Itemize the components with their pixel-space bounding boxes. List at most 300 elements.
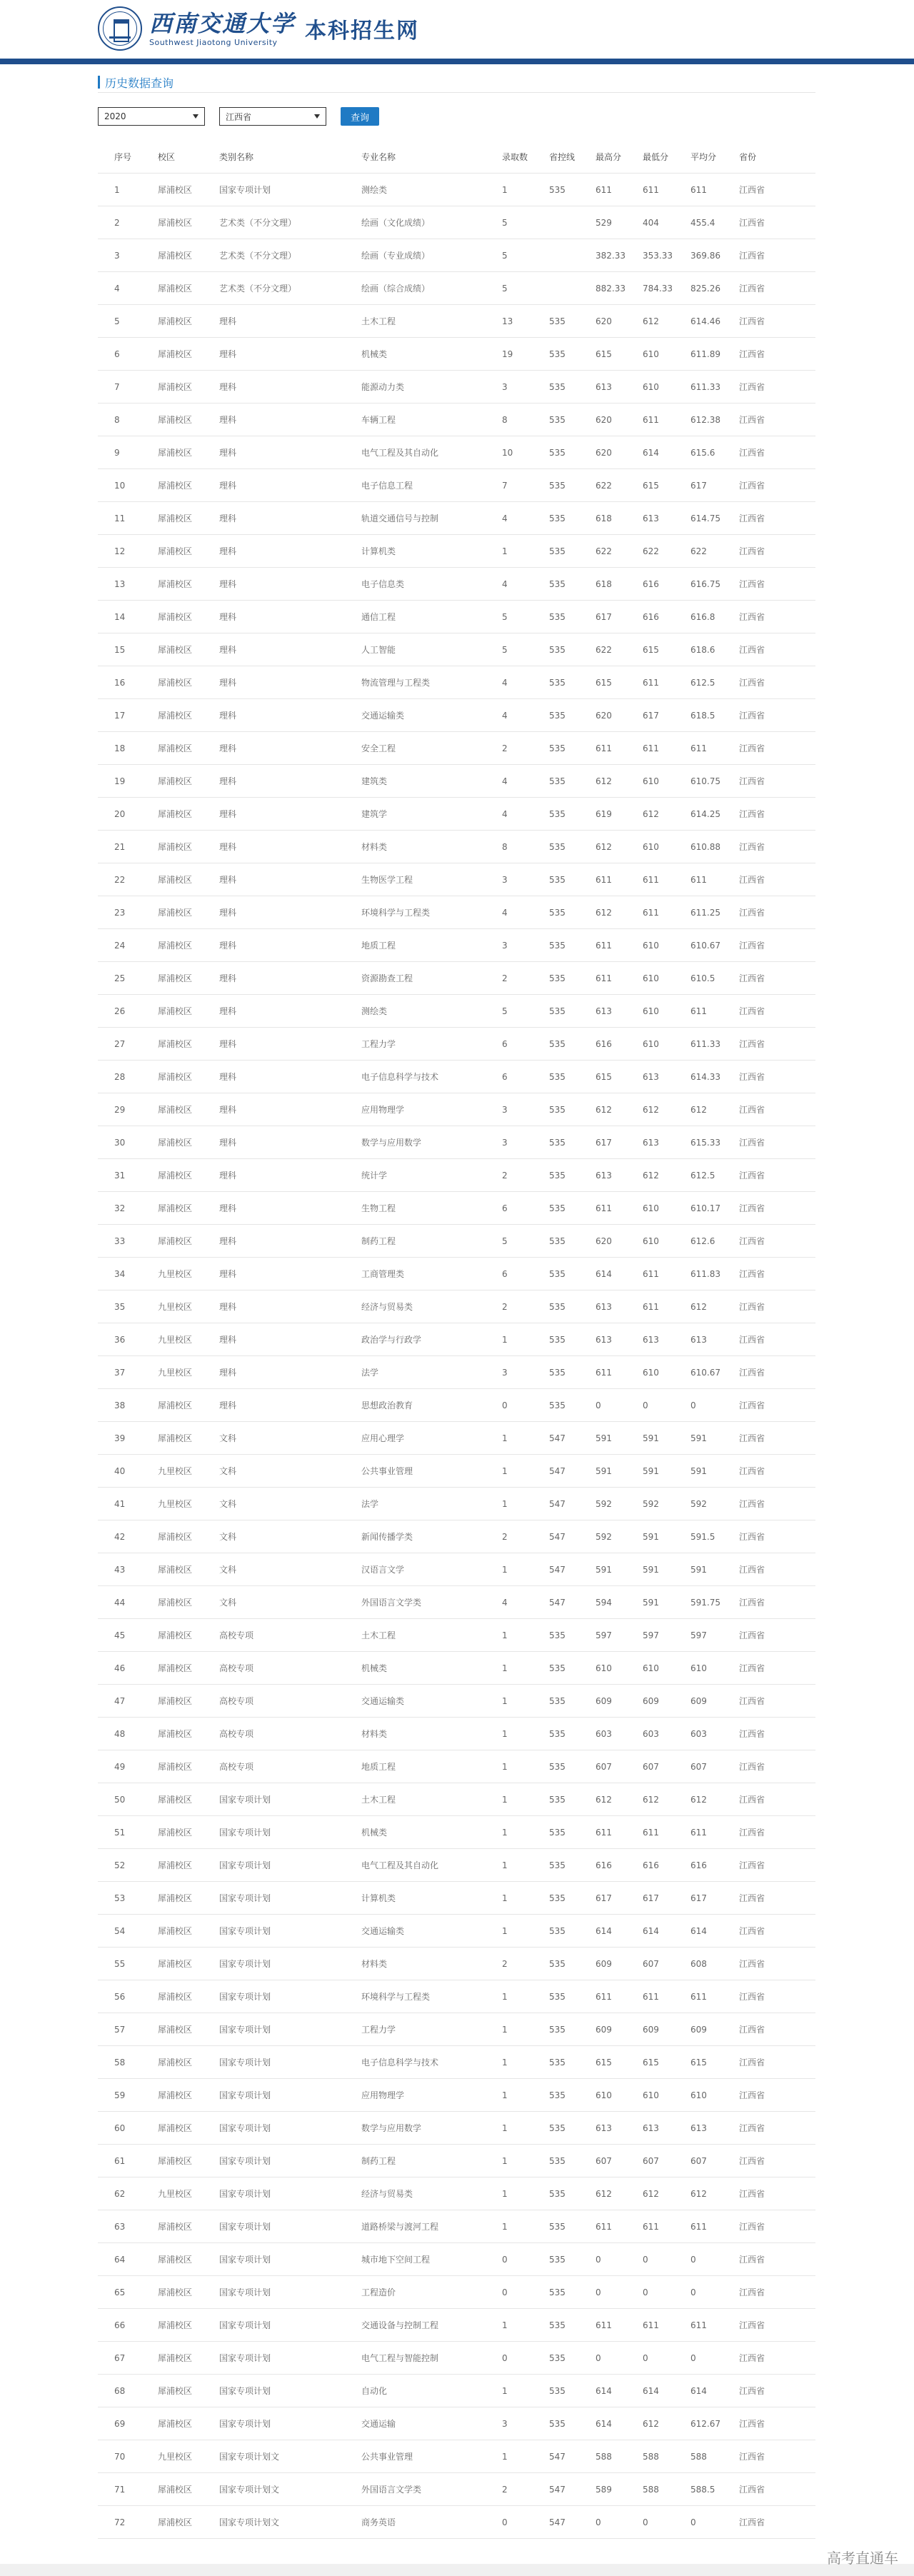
table-cell: 611 [690,2222,707,2232]
table-cell: 547 [549,2517,566,2527]
chevron-down-icon [314,114,320,119]
table-cell: 535 [549,678,566,688]
table-cell: 613 [690,1335,707,1345]
table-cell: 理科 [219,349,237,359]
table-cell: 535 [549,612,566,622]
table-cell: 597 [596,1630,612,1640]
table-row [98,1980,815,2013]
table-cell: 617 [596,1138,612,1148]
table-cell: 江西省 [739,1466,765,1476]
table-cell: 文科 [219,1565,237,1575]
table-cell: 犀浦校区 [158,2353,193,2363]
table-cell: 江西省 [739,1828,765,1838]
table-cell: 535 [549,1762,566,1772]
table-cell: 610 [643,1368,659,1378]
table-cell: 0 [690,2353,696,2363]
table-header-row [98,141,815,174]
table-cell: 犀浦校区 [158,2123,193,2133]
table-cell: 安全工程 [361,743,396,753]
table-cell: 0 [502,2517,508,2527]
table-cell: 理科 [219,1105,237,1115]
table-cell: 23 [114,908,126,918]
table-cell: 犀浦校区 [158,1400,193,1410]
table-cell: 34 [114,1269,126,1279]
table-cell: 0 [690,2255,696,2265]
table-cell: 1 [502,2320,508,2330]
table-cell: 535 [549,2419,566,2429]
table-cell: 0 [596,1400,601,1410]
table-cell: 614 [643,448,659,458]
table-cell: 618 [596,513,612,523]
table-cell: 616 [596,1039,612,1049]
table-cell: 江西省 [739,1630,765,1640]
table-cell: 535 [549,1860,566,1870]
table-cell: 犀浦校区 [158,316,193,326]
table-cell: 江西省 [739,1105,765,1115]
table-cell: 艺术类（不分文理） [219,251,297,261]
table-cell: 1 [502,2090,508,2100]
table-cell: 613 [596,2123,612,2133]
table-cell: 江西省 [739,1006,765,1016]
table-cell: 法学 [361,1368,379,1378]
table-cell: 工程造价 [361,2287,396,2297]
table-cell: 591 [643,1466,659,1476]
table-cell: 597 [643,1630,659,1640]
table-cell: 通信工程 [361,612,396,622]
table-cell: 613 [643,1335,659,1345]
table-row [98,404,815,436]
table-cell: 610.88 [690,842,720,852]
table-cell: 外国语言文学类 [361,2485,422,2495]
table-cell: 犀浦校区 [158,1926,193,1936]
table-cell: 618.5 [690,711,715,721]
table-cell: 国家专项计划 [219,1860,271,1870]
table-cell: 784.33 [643,284,673,294]
table-cell: 72 [114,2517,126,2527]
table-cell: 江西省 [739,1565,765,1575]
watermark: 高考直通车 [827,2550,898,2567]
table-row [98,1028,815,1061]
table-cell: 615 [643,645,659,655]
table-cell: 1 [502,1499,508,1509]
table-cell: 612 [643,1105,659,1115]
table-row [98,1718,815,1750]
table-cell: 土木工程 [361,1630,396,1640]
table-cell: 8 [502,415,508,425]
table-cell: 535 [549,1138,566,1148]
table-cell: 1 [502,2222,508,2232]
table-cell: 建筑类 [361,776,388,786]
table-cell: 0 [643,2353,648,2363]
table-cell: 618 [596,579,612,589]
table-cell: 603 [690,1729,707,1739]
table-row [98,2079,815,2112]
table-cell: 58 [114,2058,126,2068]
table-cell: 江西省 [739,1039,765,1049]
table-cell: 江西省 [739,1926,765,1936]
year-select-value: 2020 [104,111,126,121]
table-cell: 616 [643,1860,659,1870]
table-cell: 理科 [219,645,237,655]
table-cell: 615 [596,349,612,359]
table-cell: 611.33 [690,382,720,392]
table-cell: 2 [114,218,120,228]
table-cell: 610 [690,1663,707,1673]
university-seal-icon [98,6,142,51]
table-cell: 612 [643,809,659,819]
table-cell: 615.33 [690,1138,720,1148]
table-cell: 江西省 [739,546,765,556]
table-cell: 31 [114,1171,126,1181]
table-cell: 理科 [219,1171,237,1181]
table-cell: 交通设备与控制工程 [361,2320,439,2330]
table-row [98,2342,815,2375]
table-cell: 615.6 [690,448,715,458]
table-cell: 犀浦校区 [158,1696,193,1706]
table-cell: 江西省 [739,2320,765,2330]
table-row [98,2309,815,2342]
table-cell: 高校专项 [219,1762,254,1772]
table-cell: 535 [549,941,566,951]
table-cell: 理科 [219,316,237,326]
table-cell: 江西省 [739,1860,765,1870]
table-cell: 江西省 [739,711,765,721]
table-cell: 5 [502,218,508,228]
table-cell: 44 [114,1598,126,1608]
table-cell: 0 [690,2517,696,2527]
table-cell: 535 [549,1663,566,1673]
table-cell: 九里校区 [158,1368,193,1378]
table-row [98,1455,815,1488]
table-cell: 1 [502,1565,508,1575]
table-cell: 71 [114,2485,126,2495]
table-cell: 7 [114,382,120,392]
table-cell: 13 [502,316,513,326]
table-cell: 江西省 [739,2222,765,2232]
table-cell: 614 [643,2386,659,2396]
table-cell: 九里校区 [158,1499,193,1509]
table-cell: 道路桥梁与渡河工程 [361,2222,439,2232]
table-cell: 535 [549,743,566,753]
table-cell: 法学 [361,1499,379,1509]
table-cell: 资源勘查工程 [361,973,413,983]
table-row [98,1488,815,1520]
table-cell: 612 [643,1795,659,1805]
table-cell: 32 [114,1203,126,1213]
table-cell: 电子信息科学与技术 [361,2058,439,2068]
table-cell: 机械类 [361,1828,388,1838]
year-select[interactable] [98,107,205,126]
table-cell: 城市地下空间工程 [361,2255,431,2265]
table-cell: 547 [549,1565,566,1575]
table-cell: 591 [690,1433,707,1443]
table-cell: 犀浦校区 [158,776,193,786]
table-cell: 607 [643,2156,659,2166]
table-cell: 犀浦校区 [158,1039,193,1049]
table-cell: 艺术类（不分文理） [219,218,297,228]
table-cell: 犀浦校区 [158,2090,193,2100]
table-cell: 535 [549,842,566,852]
table-cell: 611 [690,1992,707,2002]
table-cell: 公共事业管理 [361,1466,413,1476]
table-cell: 612 [596,1105,612,1115]
table-cell: 28 [114,1072,126,1082]
table-cell: 理科 [219,1335,237,1345]
table-cell: 理科 [219,809,237,819]
table-cell: 612 [643,1171,659,1181]
table-cell: 5 [114,316,120,326]
table-cell: 369.86 [690,251,720,261]
table-cell: 612.6 [690,1236,715,1246]
table-cell: 620 [596,415,612,425]
table-cell: 33 [114,1236,126,1246]
table-cell: 机械类 [361,1663,388,1673]
table-cell: 607 [596,2156,612,2166]
table-cell: 电气工程与智能控制 [361,2353,439,2363]
table-cell: 国家专项计划文 [219,2517,280,2527]
table-cell: 45 [114,1630,126,1640]
table-cell: 614 [643,1926,659,1936]
table-row [98,206,815,239]
table-cell: 制药工程 [361,2156,396,2166]
table-row [98,1882,815,1915]
table-cell: 国家专项计划 [219,2025,271,2035]
table-cell: 63 [114,2222,126,2232]
table-cell: 612 [643,2419,659,2429]
table-cell: 614 [690,1926,707,1936]
table-cell: 犀浦校区 [158,251,193,261]
table-cell: 国家专项计划 [219,185,271,195]
table-cell: 江西省 [739,1795,765,1805]
table-cell: 江西省 [739,1368,765,1378]
table-cell: 609 [643,2025,659,2035]
table-row [98,371,815,404]
column-header: 省份 [739,152,757,162]
table-cell: 38 [114,1400,126,1410]
table-cell: 江西省 [739,941,765,951]
table-cell: 535 [549,1992,566,2002]
table-cell: 611 [643,678,659,688]
table-cell: 0 [643,2255,648,2265]
table-cell: 611 [596,2222,612,2232]
table-cell: 615 [643,2058,659,2068]
table-cell: 江西省 [739,2485,765,2495]
table-cell: 535 [549,776,566,786]
table-cell: 614 [596,2419,612,2429]
table-cell: 3 [502,1105,508,1115]
table-cell: 611 [596,941,612,951]
table-cell: 1 [502,1762,508,1772]
table-cell: 理科 [219,1400,237,1410]
table-cell: 611 [596,1828,612,1838]
table-cell: 九里校区 [158,1302,193,1312]
table-cell: 江西省 [739,2452,765,2462]
table-cell: 江西省 [739,645,765,655]
table-cell: 江西省 [739,2517,765,2527]
table-cell: 29 [114,1105,126,1115]
table-cell: 江西省 [739,2353,765,2363]
table-cell: 535 [549,185,566,195]
table-cell: 622 [690,546,707,556]
table-cell: 611 [643,185,659,195]
table-cell: 611 [643,908,659,918]
header-divider [0,59,914,64]
table-cell: 603 [596,1729,612,1739]
table-cell: 535 [549,1105,566,1115]
table-cell: 理科 [219,908,237,918]
table-cell: 能源动力类 [361,382,405,392]
table-cell: 609 [690,2025,707,2035]
table-cell: 36 [114,1335,126,1345]
table-cell: 5 [502,645,508,655]
table-cell: 3 [502,382,508,392]
table-cell: 江西省 [739,2025,765,2035]
table-cell: 535 [549,382,566,392]
table-cell: 1 [502,1828,508,1838]
table-cell: 54 [114,1926,126,1936]
table-cell: 江西省 [739,1138,765,1148]
table-cell: 理科 [219,579,237,589]
table-cell: 1 [502,1860,508,1870]
table-cell: 国家专项计划文 [219,2485,280,2495]
table-cell: 江西省 [739,2156,765,2166]
table-cell: 文科 [219,1499,237,1509]
table-cell: 613 [643,2123,659,2133]
table-cell: 547 [549,2485,566,2495]
table-cell: 江西省 [739,2189,765,2199]
table-cell: 10 [114,481,126,491]
table-cell: 国家专项计划 [219,2156,271,2166]
table-cell: 2 [502,1959,508,1969]
table-cell: 547 [549,1499,566,1509]
table-cell: 国家专项计划 [219,2255,271,2265]
table-cell: 绘画（专业成绩） [361,251,431,261]
table-cell: 江西省 [739,185,765,195]
province-select[interactable] [219,107,326,126]
table-cell: 2 [502,743,508,753]
table-cell: 8 [502,842,508,852]
table-cell: 535 [549,513,566,523]
table-cell: 535 [549,1630,566,1640]
university-logo[interactable] [98,4,419,53]
table-cell: 50 [114,1795,126,1805]
table-cell: 610 [643,2090,659,2100]
table-cell: 591 [690,1565,707,1575]
table-cell: 高校专项 [219,1630,254,1640]
table-cell: 制药工程 [361,1236,396,1246]
table-cell: 江西省 [739,1236,765,1246]
table-row [98,1126,815,1159]
table-cell: 国家专项计划 [219,2419,271,2429]
table-cell: 616.75 [690,579,720,589]
table-cell: 自动化 [361,2386,388,2396]
table-cell: 公共事业管理 [361,2452,413,2462]
table-cell: 0 [690,1400,696,1410]
table-cell: 42 [114,1532,126,1542]
table-cell: 67 [114,2353,126,2363]
table-cell: 生物医学工程 [361,875,413,885]
table-cell: 613 [643,1072,659,1082]
table-cell: 犀浦校区 [158,941,193,951]
table-row [98,1586,815,1619]
table-cell: 16 [114,678,126,688]
table-cell: 犀浦校区 [158,185,193,195]
table-cell: 政治学与行政学 [361,1335,422,1345]
table-cell: 犀浦校区 [158,1171,193,1181]
table-cell: 592 [596,1499,612,1509]
table-cell: 国家专项计划 [219,1795,271,1805]
table-cell: 4 [502,809,508,819]
table-cell: 616 [643,579,659,589]
table-cell: 犀浦校区 [158,908,193,918]
table-cell: 国家专项计划 [219,2090,271,2100]
table-cell: 犀浦校区 [158,382,193,392]
table-cell: 588.5 [690,2485,715,2495]
table-cell: 535 [549,2255,566,2265]
table-row [98,2375,815,2407]
table-cell: 地质工程 [361,1762,396,1772]
table-cell: 土木工程 [361,1795,396,1805]
table-cell: 616 [643,612,659,622]
table-cell: 机械类 [361,349,388,359]
table-cell: 614.46 [690,316,720,326]
table-cell: 3 [502,1138,508,1148]
table-cell: 30 [114,1138,126,1148]
table-cell: 江西省 [739,743,765,753]
table-cell: 535 [549,1302,566,1312]
table-cell: 犀浦校区 [158,218,193,228]
table-cell: 547 [549,1466,566,1476]
table-cell: 犀浦校区 [158,1006,193,1016]
table-cell: 江西省 [739,2255,765,2265]
table-cell: 艺术类（不分文理） [219,284,297,294]
section-title: 历史数据查询 [105,76,174,90]
table-cell: 犀浦校区 [158,1236,193,1246]
query-button[interactable]: 查询 [341,107,379,126]
table-cell: 611 [596,1203,612,1213]
column-header: 平均分 [690,152,717,162]
university-name [149,11,295,47]
table-cell: 610 [690,2090,707,2100]
university-name-cn: 西南交通大学 [149,9,296,37]
table-cell: 国家专项计划 [219,1992,271,2002]
table-cell: 犀浦校区 [158,1532,193,1542]
table-cell: 620 [596,316,612,326]
table-cell: 59 [114,2090,126,2100]
table-cell: 613 [643,1138,659,1148]
table-cell: 25 [114,973,126,983]
table-cell: 江西省 [739,1992,765,2002]
table-cell: 35 [114,1302,126,1312]
table-cell: 江西省 [739,349,765,359]
table-cell: 江西省 [739,2090,765,2100]
table-cell: 1 [502,2058,508,2068]
table-cell: 江西省 [739,2123,765,2133]
table-cell: 612 [690,1105,707,1115]
table-cell: 理科 [219,546,237,556]
table-cell: 591 [643,1433,659,1443]
table-cell: 613 [643,513,659,523]
table-cell: 1 [502,546,508,556]
table-cell: 615 [596,1072,612,1082]
table-cell: 理科 [219,941,237,951]
table-cell: 犀浦校区 [158,2386,193,2396]
table-cell: 江西省 [739,1269,765,1279]
table-cell: 612 [643,316,659,326]
table-cell: 614 [690,2386,707,2396]
table-cell: 5 [502,284,508,294]
table-row [98,732,815,765]
